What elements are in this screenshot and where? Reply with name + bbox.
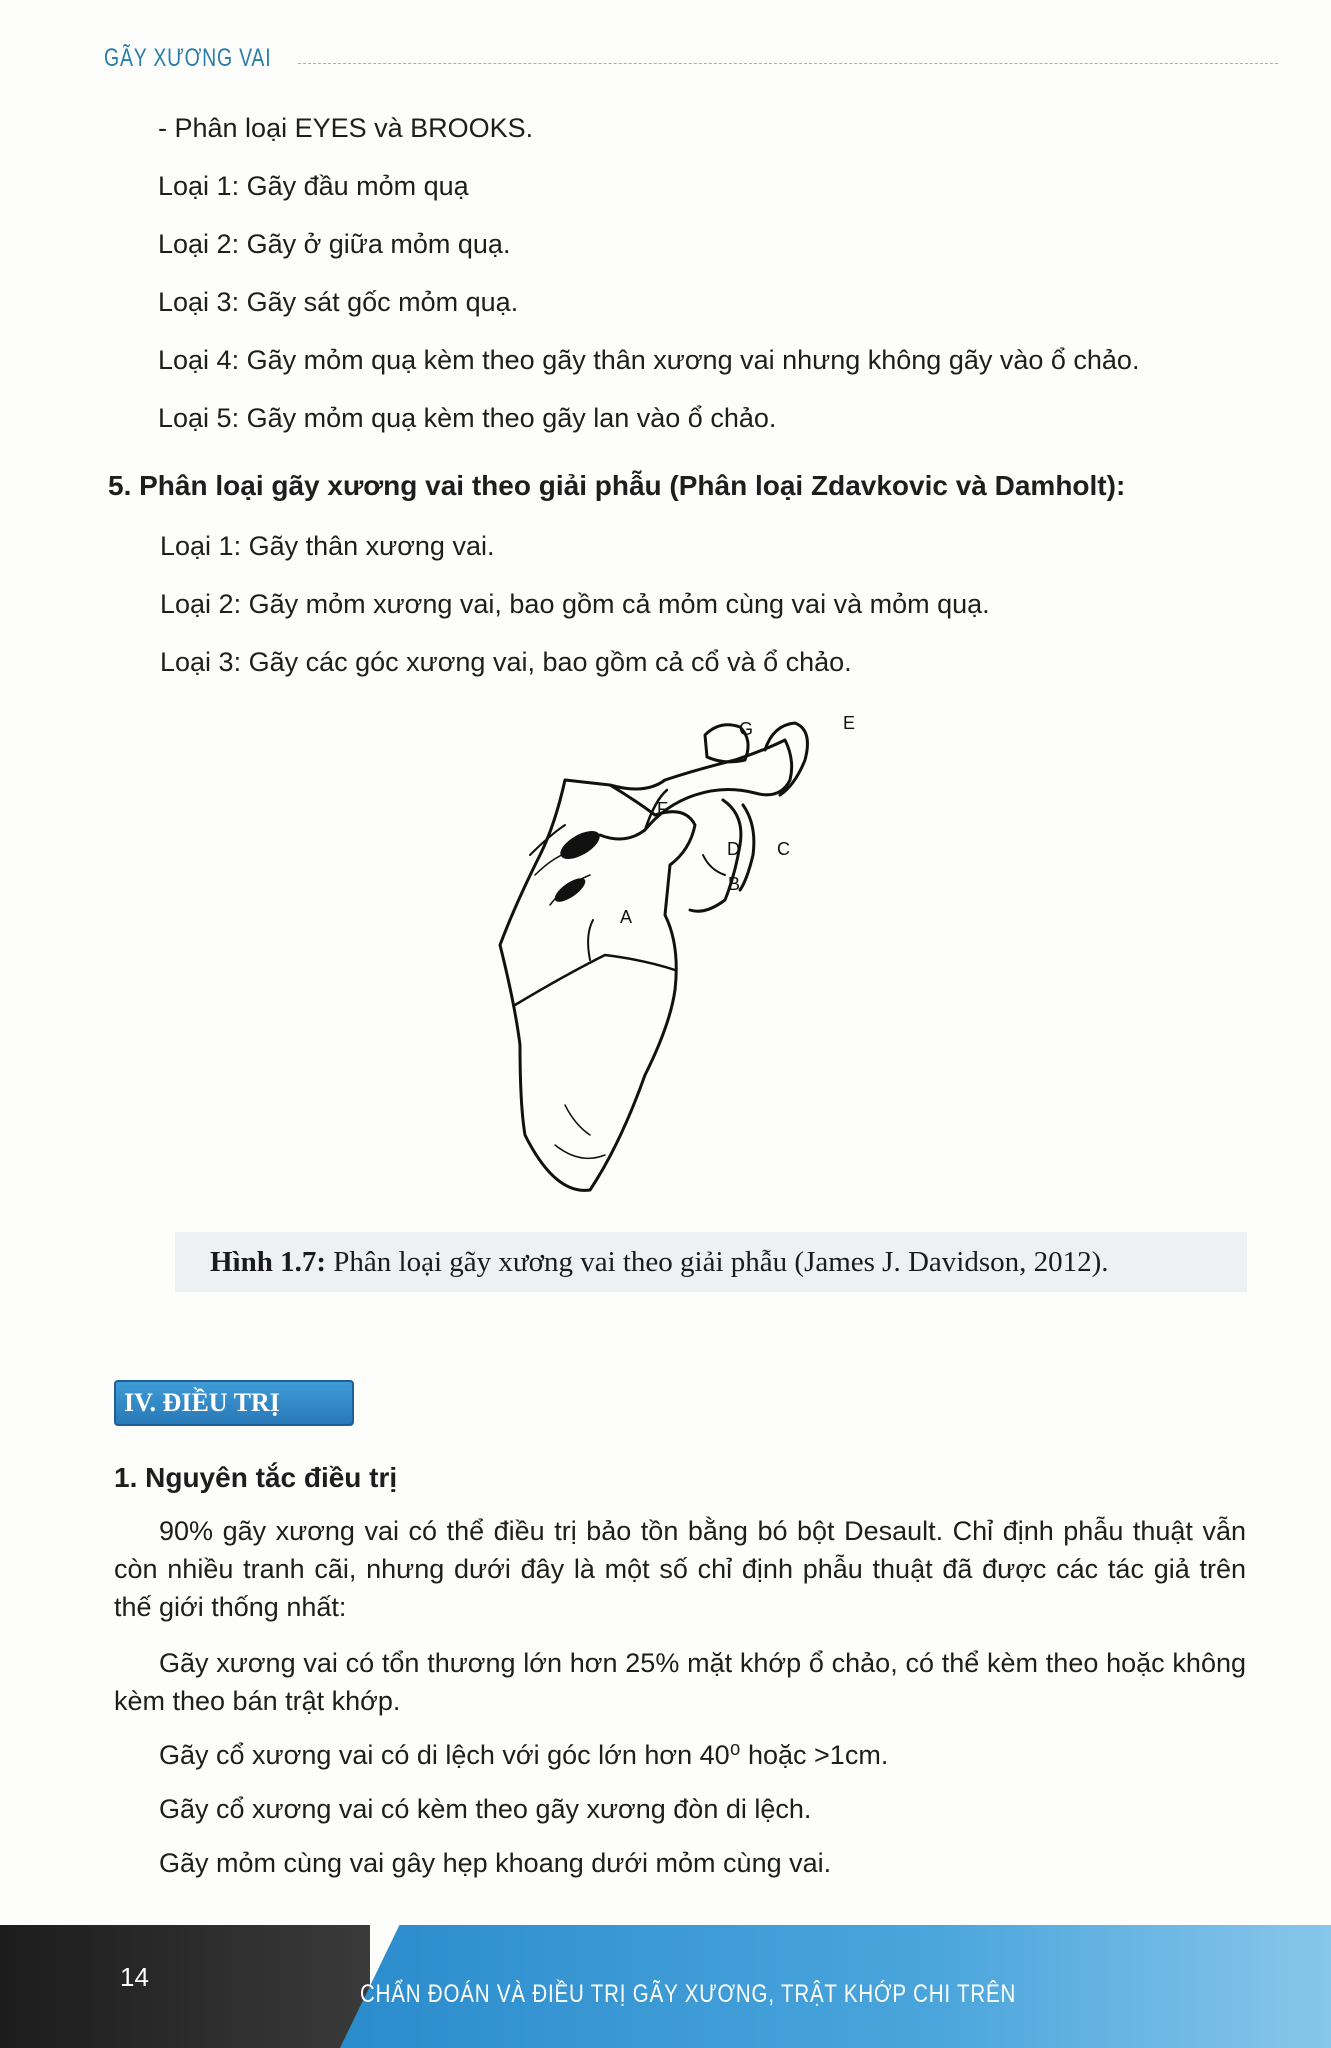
figure-caption <box>210 1246 1109 1279</box>
eyes-brooks-item-2: Loại 2: Gãy ở giữa mỏm quạ. <box>158 229 511 259</box>
eyes-brooks-item-3: Loại 3: Gãy sát gốc mỏm quạ. <box>158 287 519 317</box>
fracture-line-a <box>515 955 675 1005</box>
eyes-brooks-item-5: Loại 5: Gãy mỏm quạ kèm theo gãy lan vào ổ chảo. <box>158 403 777 433</box>
paragraph-3: Gãy cổ xương vai có di lệch với góc lớn hơn 40⁰ hoặc >1cm. <box>159 1740 889 1770</box>
eyes-brooks-item-4: Loại 4: Gãy mỏm quạ kèm theo gãy thân xương vai nhưng không gãy vào ổ chảo. <box>158 345 1140 375</box>
paragraph-5: Gãy mỏm cùng vai gây hẹp khoang dưới mỏm cùng vai. <box>159 1848 832 1878</box>
label-g: G <box>739 719 754 739</box>
footer-dark-band <box>0 1925 370 2048</box>
label-f: F <box>657 799 668 819</box>
section-5-item-3: Loại 3: Gãy các góc xương vai, bao gồm cả cổ và ổ chảo. <box>160 647 852 677</box>
section-5-item-2: Loại 2: Gãy mỏm xương vai, bao gồm cả mỏm cùng vai và mỏm quạ. <box>160 589 990 619</box>
section-5-heading: 5. Phân loại gãy xương vai theo giải phẫu (Phân loại Zdavkovic và Damholt): <box>108 470 1126 501</box>
paragraph-4: Gãy cổ xương vai có kèm theo gãy xương đòn di lệch. <box>159 1794 812 1824</box>
page-number: 14 <box>120 1962 149 1992</box>
paragraph-1: 90% gãy xương vai có thể điều trị bảo tồn bằng bó bột Desault. Chỉ định phẫu thuật vẫn còn nhiều tranh cãi, nhưng dưới đây là một số chỉ định phẫu thuật đã được các tác giả trên thế giới thống nhất: <box>114 1516 1246 1622</box>
label-c: C <box>777 839 790 859</box>
section-5-item-1: Loại 1: Gãy thân xương vai. <box>160 531 495 561</box>
paragraph-2: Gãy xương vai có tổn thương lớn hơn 25% mặt khớp ổ chảo, có thể kèm theo hoặc không kèm theo bán trật khớp. <box>114 1648 1246 1716</box>
sub-heading-principles: 1. Nguyên tắc điều trị <box>114 1462 398 1493</box>
eyes-brooks-intro: - Phân loại EYES và BROOKS. <box>158 113 534 143</box>
label-a: A <box>620 907 633 927</box>
scapula-figure <box>495 705 875 1205</box>
caption-text: Phân loại gãy xương vai theo giải phẫu (James J. Davidson, 2012). <box>326 1246 1109 1278</box>
label-e: E <box>843 713 856 733</box>
eyes-brooks-item-1: Loại 1: Gãy đầu mỏm quạ <box>158 171 469 201</box>
footer-book-title: CHẨN ĐOÁN VÀ ĐIỀU TRỊ GÃY XƯƠNG, TRẬT KHỚP CHI TRÊN <box>360 1980 1017 2008</box>
label-d: D <box>727 839 740 859</box>
running-header: GÃY XƯƠNG VAI <box>104 44 272 72</box>
caption-label: Hình 1.7: <box>210 1246 327 1278</box>
header-divider <box>298 63 1278 64</box>
section-iv-title: IV. ĐIỀU TRỊ <box>114 1380 354 1426</box>
label-b: B <box>728 874 741 894</box>
